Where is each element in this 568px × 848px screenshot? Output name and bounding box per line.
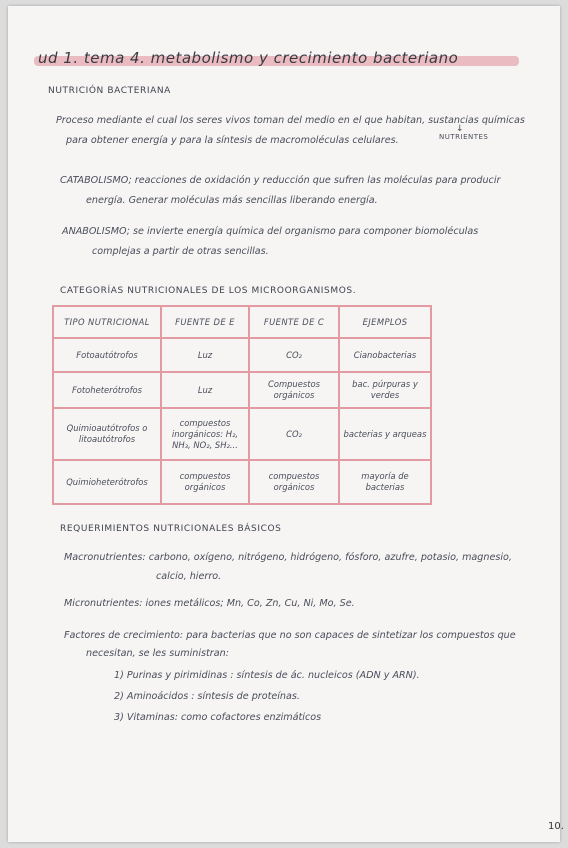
micronutrientes: Micronutrientes: iones metálicos; Mn, Co, Zn, Cu, Ni, Mo, Se. xyxy=(64,598,355,609)
anabolismo-line1: ANABOLISMO; se invierte energía química del organismo para componer biomoléculas xyxy=(62,226,479,237)
heading-nutricion: NUTRICIÓN BACTERIANA xyxy=(48,86,171,96)
table-row xyxy=(53,338,431,372)
table-row xyxy=(53,408,431,460)
header-ejemplos: EJEMPLOS xyxy=(339,306,431,338)
catabolismo-line1: CATABOLISMO; reacciones de oxidación y reducción que sufren las moléculas para producir xyxy=(60,175,501,186)
cell: Luz xyxy=(161,372,249,408)
factores-item3: 3) Vitaminas: como cofactores enzimáticos xyxy=(114,712,322,723)
cell: Fotoautótrofos xyxy=(53,338,161,372)
cell: CO₂ xyxy=(249,408,339,460)
header-fuente-c: FUENTE DE C xyxy=(249,306,339,338)
cell: Quimioautótrofos o litoautótrofos xyxy=(53,408,161,460)
cell: Luz xyxy=(161,338,249,372)
nutricion-line2: para obtener energía y para la síntesis de macromoléculas celulares. xyxy=(66,135,399,146)
heading-categorias: CATEGORÍAS NUTRICIONALES DE LOS MICROORGANISMOS. xyxy=(60,286,357,296)
cell: bac. púrpuras y verdes xyxy=(339,372,431,408)
cell: Cianobacterias xyxy=(339,338,431,372)
catabolismo-line2: energía. Generar moléculas más sencillas liberando energía. xyxy=(86,195,378,206)
cell: mayoría de bacterias xyxy=(339,460,431,504)
page-title: ud 1. tema 4. metabolismo y crecimiento bacteriano xyxy=(38,49,459,67)
factores-line1: Factores de crecimiento: para bacterias que no son capaces de sintetizar los compuestos que xyxy=(64,630,516,641)
cell: Fotoheterótrofos xyxy=(53,372,161,408)
factores-item2: 2) Aminoácidos : síntesis de proteínas. xyxy=(114,691,300,702)
macronutrientes-line2: calcio, hierro. xyxy=(156,571,222,582)
anabolismo-line2: complejas a partir de otras sencillas. xyxy=(92,246,269,257)
heading-requerimientos: REQUERIMIENTOS NUTRICIONALES BÁSICOS xyxy=(60,524,282,534)
nutritional-categories-table xyxy=(52,305,432,505)
page-number: 10. xyxy=(548,821,564,832)
notebook-page xyxy=(8,6,564,842)
header-tipo: TIPO NUTRICIONAL xyxy=(53,306,161,338)
table-row xyxy=(53,372,431,408)
table-header-row xyxy=(53,306,431,338)
cell: CO₂ xyxy=(249,338,339,372)
nutricion-line1: Proceso mediante el cual los seres vivos toman del medio en el que habitan, sustancias químicas xyxy=(56,115,525,126)
table-row xyxy=(53,460,431,504)
macronutrientes-line1: Macronutrientes: carbono, oxígeno, nitrógeno, hidrógeno, fósforo, azufre, potasio, magnesio, xyxy=(64,552,512,563)
cell: compuestos inorgánicos: H₂, NH₃, NO₂, SH₂... xyxy=(161,408,249,460)
cell: compuestos orgánicos xyxy=(249,460,339,504)
nutrientes-note: NUTRIENTES xyxy=(439,133,489,141)
cell: Compuestos orgánicos xyxy=(249,372,339,408)
cell: bacterias y arqueas xyxy=(339,408,431,460)
nutrientes-arrow: ↓ xyxy=(456,124,465,134)
header-fuente-e: FUENTE DE E xyxy=(161,306,249,338)
cell: compuestos orgánicos xyxy=(161,460,249,504)
factores-item1: 1) Purinas y pirimidinas : síntesis de ác. nucleicos (ADN y ARN). xyxy=(114,670,420,681)
cell: Quimioheterótrofos xyxy=(53,460,161,504)
factores-line2: necesitan, se les suministran: xyxy=(86,648,229,659)
